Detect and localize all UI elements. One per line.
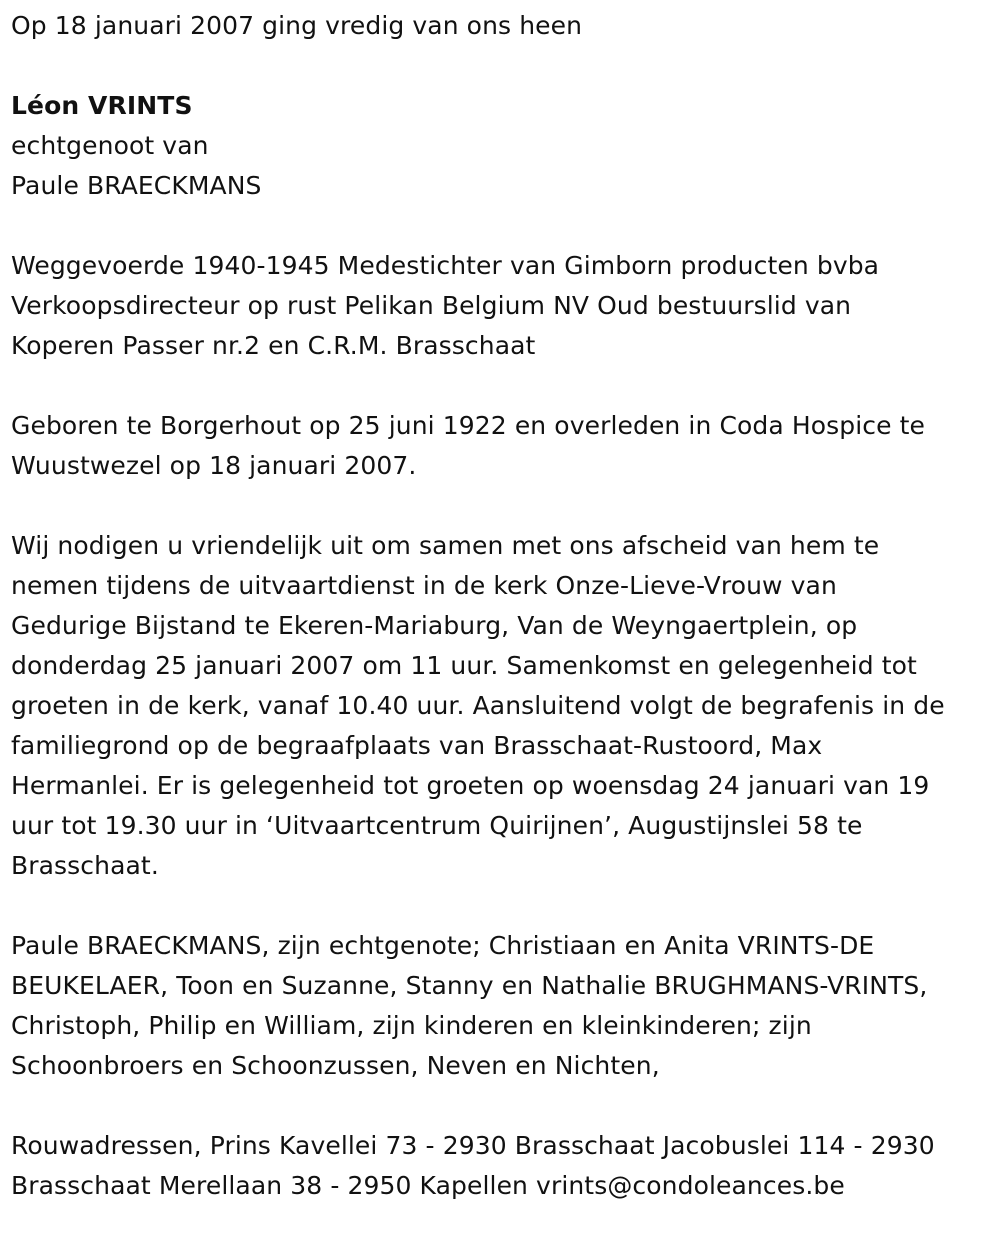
spacer — [11, 46, 1000, 86]
family-line: Schoonbroers en Schoonzussen, Neven en Nichten, — [11, 1051, 660, 1080]
birth-line: Geboren te Borgerhout op 25 juni 1922 en overleden in Coda Hospice te — [11, 411, 926, 440]
family-line: BEUKELAER, Toon en Suzanne, Stanny en Nathalie BRUGHMANS-VRINTS, — [11, 971, 928, 1000]
spouse-name: Paule BRAECKMANS — [11, 171, 262, 200]
family-paragraph — [11, 926, 996, 1086]
spacer — [11, 886, 1000, 926]
invitation-line: nemen tijdens de uitvaartdienst in de kerk Onze-Lieve-Vrouw van — [11, 571, 837, 600]
address-line: Brasschaat Merellaan 38 - 2950 Kapellen vrints@condoleances.be — [11, 1171, 845, 1200]
spacer — [11, 1086, 1000, 1126]
career-paragraph — [11, 246, 996, 366]
birth-line: Wuustwezel op 18 januari 2007. — [11, 451, 417, 480]
career-line: Verkoopsdirecteur op rust Pelikan Belgium NV Oud bestuurslid van — [11, 291, 852, 320]
addresses-paragraph — [11, 1126, 996, 1206]
family-line: Christoph, Philip en William, zijn kinderen en kleinkinderen; zijn — [11, 1011, 812, 1040]
spacer — [11, 486, 1000, 526]
invitation-line: familiegrond op de begraafplaats van Brasschaat-Rustoord, Max — [11, 731, 823, 760]
family-line: Paule BRAECKMANS, zijn echtgenote; Christiaan en Anita VRINTS-DE — [11, 931, 875, 960]
address-line: Rouwadressen, Prins Kavellei 73 - 2930 Brasschaat Jacobuslei 114 - 2930 — [11, 1131, 935, 1160]
invitation-line: donderdag 25 januari 2007 om 11 uur. Samenkomst en gelegenheid tot — [11, 651, 917, 680]
spacer — [11, 206, 1000, 246]
intro-text: Op 18 januari 2007 ging vredig van ons heen — [11, 11, 583, 40]
spacer — [11, 366, 1000, 406]
career-line: Koperen Passer nr.2 en C.R.M. Brasschaat — [11, 331, 536, 360]
invitation-line: Brasschaat. — [11, 851, 159, 880]
deceased-name: Léon VRINTS — [11, 91, 193, 120]
invitation-line: Gedurige Bijstand te Ekeren-Mariaburg, Van de Weyngaertplein, op — [11, 611, 858, 640]
invitation-line: groeten in de kerk, vanaf 10.40 uur. Aansluitend volgt de begrafenis in de — [11, 691, 945, 720]
birth-paragraph — [11, 406, 996, 486]
invitation-line: uur tot 19.30 uur in ‘Uitvaartcentrum Quirijnen’, Augustijnslei 58 te — [11, 811, 863, 840]
relation-text: echtgenoot van — [11, 131, 209, 160]
invitation-line: Wij nodigen u vriendelijk uit om samen met ons afscheid van hem te — [11, 531, 880, 560]
career-line: Weggevoerde 1940-1945 Medestichter van Gimborn producten bvba — [11, 251, 880, 280]
invitation-line: Hermanlei. Er is gelegenheid tot groeten op woensdag 24 januari van 19 — [11, 771, 930, 800]
invitation-paragraph — [11, 526, 996, 886]
